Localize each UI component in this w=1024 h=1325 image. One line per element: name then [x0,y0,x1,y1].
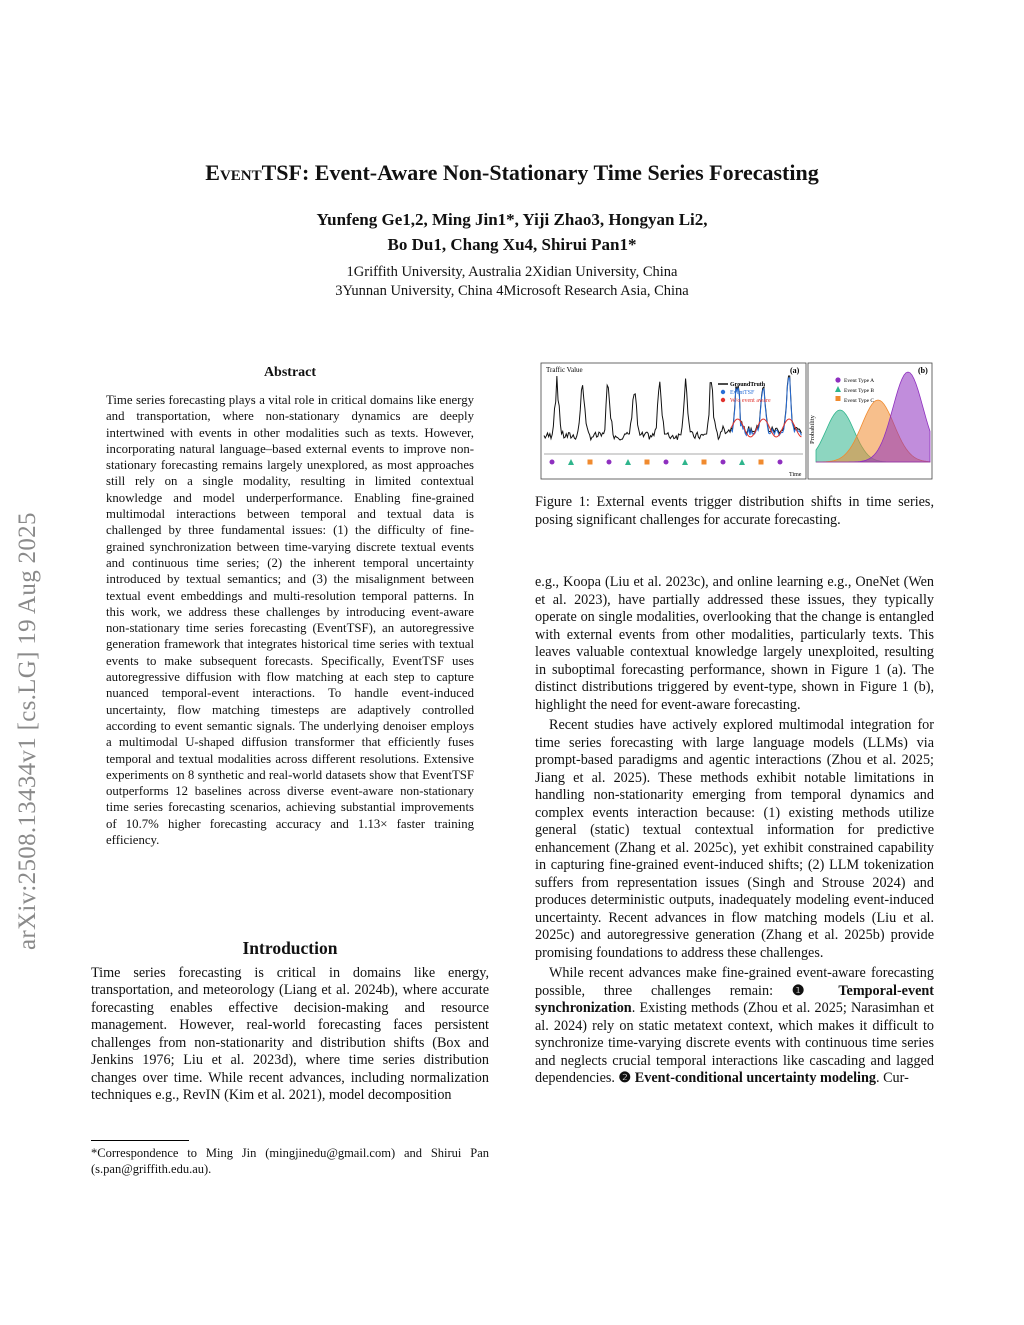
introduction-section [91,940,489,1105]
legend-type-a: Event Type A [844,378,875,384]
p3-lead: While recent advances make fine-grained event-aware forecasting possible, three challenges remain: [535,965,934,999]
panel-b-ylabel: Probability [809,415,816,444]
event-marker [645,460,650,465]
panel-a-legend [718,382,771,404]
event-marker [702,460,707,465]
footnote-rule [91,1140,189,1141]
authors-line-1: Yunfeng Ge1,2, Ming Jin1*, Yiji Zhao3, Hongyan Li2, [316,210,708,229]
legend-type-c: Event Type C [844,398,875,404]
abstract-body: Time series forecasting plays a vital role in critical domains like energy and transportation, where non-stationary dynamics are deeply intertwined with events in other modalities such as texts. However, incorporating natural language–based external events to improve non-stationary forecasting remains largely unexplored, as most approaches still rely on a single modality, resulting in limited contextual knowledge and model underperformance. Enabling fine-grained multimodal interactions between temporal and textual data is challenged by three fundamental issues: (1) the difficulty of fine-grained synchronization between time-varying discrete textual events and continuous time series; (2) the inherent temporal uncertainty introduced by textual semantics; and (3) the misalignment between textual event embeddings and multi-resolution temporal patterns. In this work, we address these challenges by introducing event-aware non-stationary time series forecasting (EventTSF), an autoregressive generation framework that integrates historical time series with textual events to make subsequent forecasts. Specifically, EventTSF uses autoregressive diffusion with flow matching at each step to capture nuanced temporal-event interactions. To handle event-induced uncertainty, flow matching timesteps are adaptively controlled according to event semantic signals. The underlying denoiser employs a multimodal U-shaped diffusion transformer that efficiently fuses temporal and textual modalities across different resolutions. Extensive experiments on 8 synthetic and real-world datasets show that EventTSF outperforms 12 baselines across diverse event-aware non-stationary time series forecasting scenarios, achieving substantial improvements of 10.7% higher forecasting accuracy and 1.13× faster training efficiency. [106,393,474,848]
right-paragraph-3 [535,965,934,1088]
event-marker [721,460,726,465]
title-method-name: EventTSF [205,160,302,185]
figure-1-graphic [540,362,934,482]
figure-1 [540,362,934,482]
event-marker [607,460,612,465]
panel-b-legend [835,377,874,404]
title-rest: : Event-Aware Non-Stationary Time Series Forecasting [301,160,819,185]
footnote: *Correspondence to Ming Jin (mingjinedu@gmail.com) and Shirui Pan (s.pan@griffith.edu.au). [91,1146,489,1176]
authors-line-2: Bo Du1, Chang Xu4, Shirui Pan1* [387,235,637,254]
right-paragraph-1: e.g., Koopa (Liu et al. 2023c), and online learning e.g., OneNet (Wen et al. 2023), have partially addressed these issues, they typically operate on single modalities, overlooking that the change is entangled with external events from other modalities, particularly texts. This leaves valuable contextual knowledge largely unexploited, resulting in suboptimal forecasting performance, shown in Figure 1 (a). The distinct distributions triggered by event-type, shown in Figure 1 (b), highlight the need for event-aware forecasting. [535,574,934,713]
right-paragraph-2: Recent studies have actively explored multimodal integration for time series forecasting with large language models (LLMs) via prompt-based paradigms and agentic interactions (Zhou et al. 2025; Jiang et al. 2025). These methods exhibit notable limitations in handling non-stationarity emerging from temporal dynamics and complex events interaction because: (1) existing methods utilize general (static) textual contextual information for predictive enhancement (Zhang et al. 2025c), yet exhibit constrained capability in capturing fine-grained event-induced shifts; (2) LLM tokenization suffers from representation issues (Singh and Strouse 2024) and produces deterministic outputs, inadequately modeling event-induced uncertainty. Recent advances in flow matching models (Liu et al. 2025c) and autoregressive generation (Zhang et al. 2025b) provide promising foundations to address these challenges. [535,717,934,961]
paper-title [0,160,1024,186]
p3-tail: . Cur- [875,1070,909,1086]
panel-a-ylabel: Traffic Value [546,366,583,374]
event-marker [778,460,783,465]
legend-type-b: Event Type B [844,388,875,394]
affiliation-line-2: 3Yunnan University, China 4Microsoft Research Asia, China [335,283,689,299]
introduction-heading: Introduction [242,938,338,958]
legend-eventtsf: EventTSF [730,390,755,396]
distribution-curves [816,372,930,462]
event-marker [682,459,688,465]
event-marker [550,460,555,465]
event-marker [568,459,574,465]
intro-paragraph-1: Time series forecasting is critical in domains like energy, transportation, and meteorology (Liang et al. 2024b), where accurate forecasting enables effective decision-making and resource management. However, real-world forecasting faces persistent challenges from non-stationarity and distribution shifts (Box and Jenkins 1976; Liu et al. 2023d), where time series distribution changes over time. While recent advances, including normalization techniques e.g., RevIN (Kim et al. 2021), model decomposition [91,964,489,1103]
arxiv-identifier: arXiv:2508.13434v1 [cs.LG] 19 Aug 2025 [14,512,41,950]
right-column-body [535,574,934,1088]
abstract-heading: Abstract [263,365,317,380]
abstract-section [106,365,474,848]
challenge-2: ❷ Event-conditional uncertainty modeling [618,1070,876,1086]
panel-b-label: (b) [918,366,928,375]
event-marker [739,459,745,465]
p3-middle: . Existing methods (Zhou et al. 2025; Narasimhan et al. 2024) rely on static metatext context, which makes it difficult to synchronize time-varying discrete events with continuous time series and neglects crucial temporal interactions like cascading and lagged dependencies. [535,1000,934,1086]
legend-wo-event: W/o event aware [730,398,771,404]
event-markers [550,459,783,465]
figure-1-caption: Figure 1: External events trigger distribution shifts in time series, posing significant challenges for accurate forecasting. [535,494,934,528]
affiliation-line-1: 1Griffith University, Australia 2Xidian University, China [346,264,678,280]
panel-a-xlabel: Time [789,472,802,478]
event-marker [759,460,764,465]
event-marker [588,460,593,465]
event-marker [664,460,669,465]
challenge-1: ❶ Temporal-event synchronization [535,982,934,1016]
panel-a-label: (a) [790,366,800,375]
event-marker [625,459,631,465]
legend-ground-truth: GroundTruth [730,382,766,388]
